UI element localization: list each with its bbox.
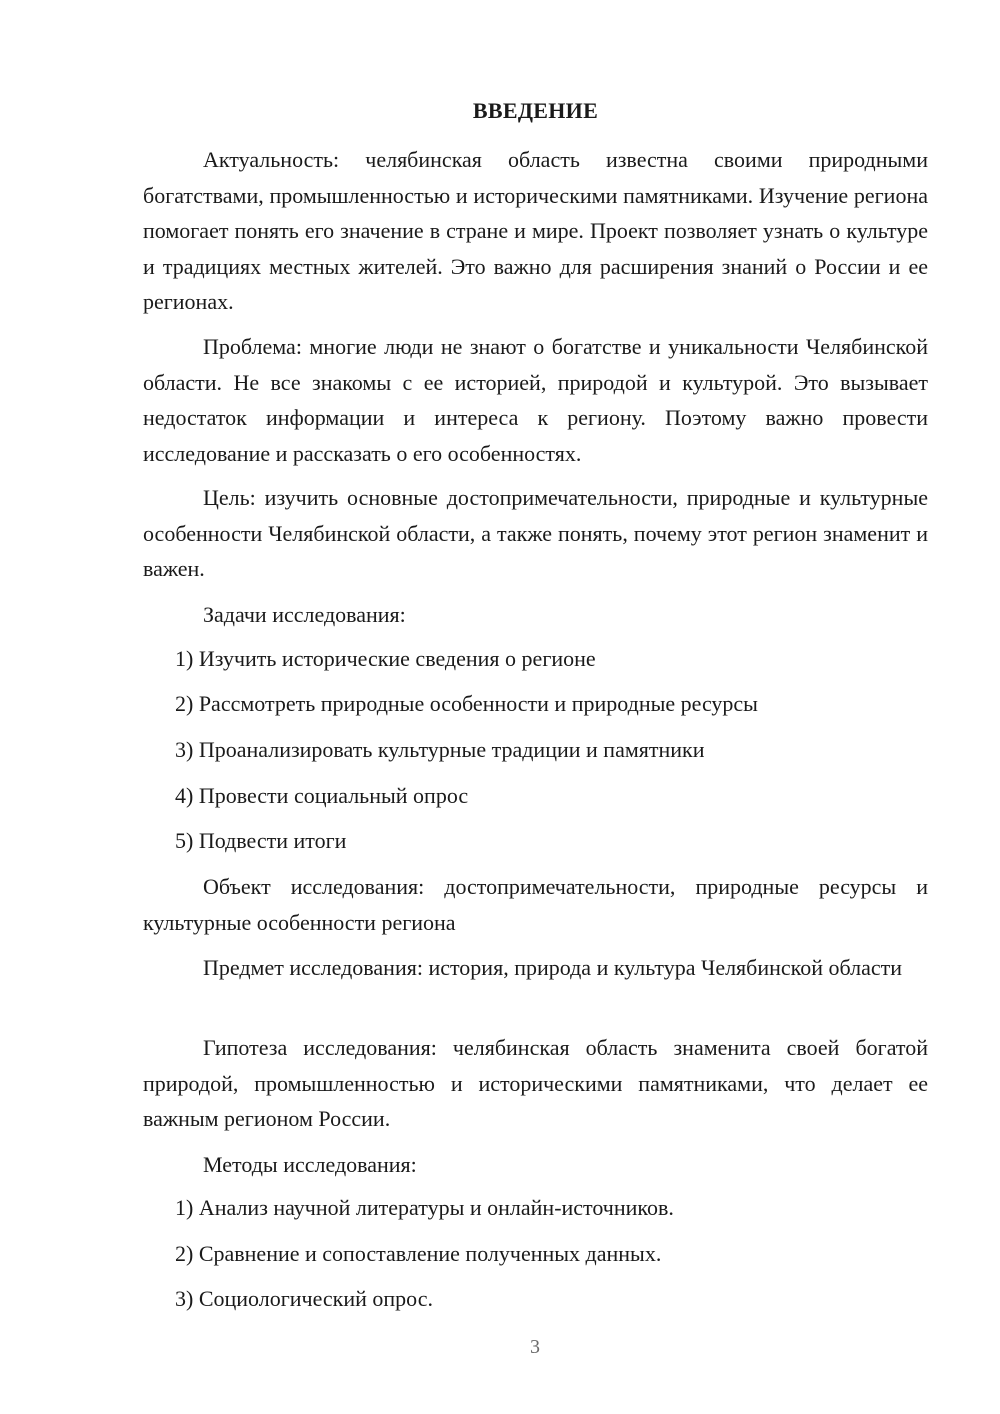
subject-paragraph: Предмет исследования: история, природа и культура Челябинской области (203, 955, 903, 980)
hypothesis-paragraph: Гипотеза исследования: челябинская область знаменита своей богатой природой, промышленностью и историческими памятниками, что делает ее важным регионом России. (143, 1035, 928, 1131)
methods-heading: Методы исследования: (203, 1152, 417, 1177)
object-paragraph: Объект исследования: достопримечательности, природные ресурсы и культурные особенности региона (143, 874, 928, 935)
method-item-3: 3) Социологический опрос. (175, 1286, 433, 1311)
task-item-1: 1) Изучить исторические сведения о регионе (175, 646, 596, 671)
tasks-heading: Задачи исследования: (203, 602, 406, 627)
problem-paragraph: Проблема: многие люди не знают о богатстве и уникальности Челябинской области. Не все знакомы с ее историей, природой и культурой. Это вызывает недостаток информации и интереса к региону. Поэтому важно провести исследование и рассказать о его особенностях. (143, 334, 928, 466)
task-item-3: 3) Проанализировать культурные традиции и памятники (175, 737, 705, 762)
page-title: ВВЕДЕНИЕ (472, 98, 599, 123)
method-item-1: 1) Анализ научной литературы и онлайн-источников. (175, 1195, 674, 1220)
page-number: 3 (530, 1336, 540, 1358)
relevance-paragraph: Актуальность: челябинская область известна своими природными богатствами, промышленностью и историческими памятниками. Изучение региона помогает понять его значение в стране и мире. Проект позволяет узнать о культуре и традициях местных жителей. Это важно для расширения знаний о России и ее регионах. (143, 147, 928, 314)
goal-paragraph: Цель: изучить основные достопримечательности, природные и культурные особенности Челябинской области, а также понять, почему этот регион знаменит и важен. (143, 485, 928, 581)
task-item-5: 5) Подвести итоги (175, 828, 347, 853)
task-item-4: 4) Провести социальный опрос (175, 783, 469, 808)
task-item-2: 2) Рассмотреть природные особенности и природные ресурсы (175, 691, 758, 716)
method-item-2: 2) Сравнение и сопоставление полученных данных. (175, 1241, 662, 1266)
